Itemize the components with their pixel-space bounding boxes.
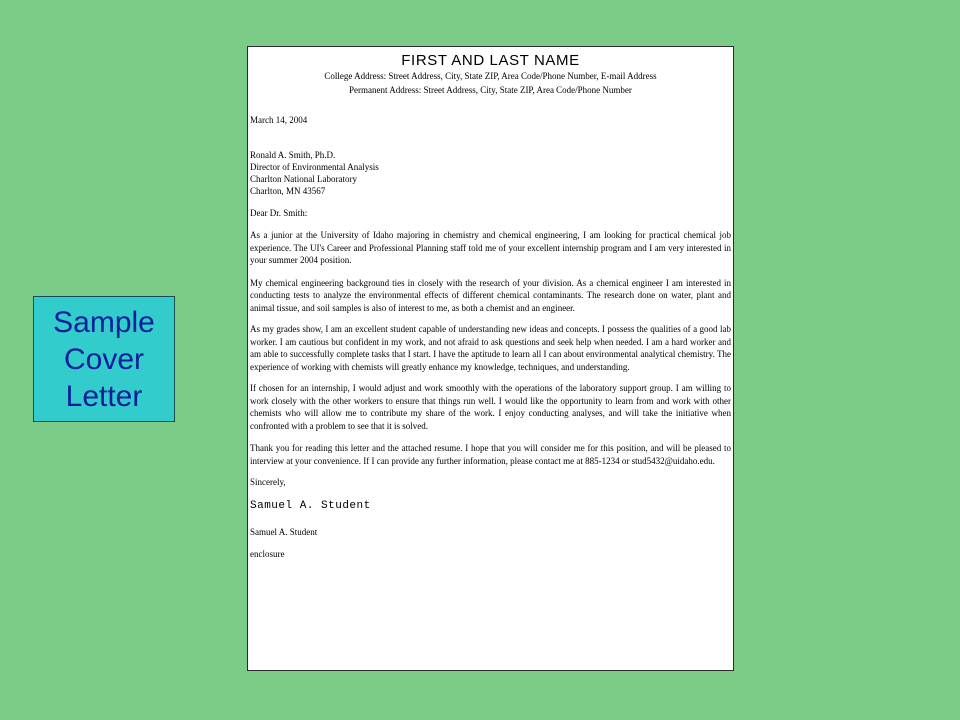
permanent-address: Permanent Address: Street Address, City, State ZIP, Area Code/Phone Number: [349, 85, 632, 95]
letter-header-name: FIRST AND LAST NAME: [401, 52, 580, 69]
enclosure-note: enclosure: [250, 549, 285, 559]
salutation: Dear Dr. Smith:: [250, 208, 308, 218]
closing: Sincerely,: [250, 477, 286, 487]
letter-date: March 14, 2004: [250, 115, 308, 125]
label-line-2: Cover: [63, 342, 145, 376]
sample-cover-letter-label: [33, 296, 175, 422]
cover-letter-page: [247, 46, 734, 671]
college-address: College Address: Street Address, City, State ZIP, Area Code/Phone Number, E-mail Address: [324, 71, 657, 81]
label-line-1: Sample: [53, 305, 155, 339]
body-paragraph: As a junior at the University of Idaho majoring in chemistry and chemical engineering, I am looking for practical chemical job experience. The UI's Career and Professional Planning staff told me of your excellent internship program and I am very interested in your summer 2004 position.: [250, 230, 731, 265]
recipient-block: [250, 149, 731, 197]
label-line-3: Letter: [65, 379, 143, 413]
body-paragraph: As my grades show, I am an excellent student capable of understanding new ideas and concepts. I possess the qualities of a good lab worker. I am cautious but confident in my work, and not afraid to ask questions and seek help when needed. I am a hard worker and am able to successfully complete tasks that I start. I have the aptitude to learn all I can about environmental analytical chemistry. The experience of working with chemists will greatly enhance my knowledge, techniques, and understanding.: [250, 324, 731, 372]
recipient-line: Charlton National Laboratory: [250, 174, 357, 184]
body-paragraph: Thank you for reading this letter and the attached resume. I hope that you will consider me for this position, and will be pleased to interview at your convenience. If I can provide any further information, please contact me at 885-1234 or stud5432@uidaho.edu.: [250, 443, 731, 466]
body-paragraph: My chemical engineering background ties in closely with the research of your division. As a chemical engineer I am interested in conducting tests to analyze the environmental effects of different chemical contaminants. The research done on water, plant and animal tissue, and soil samples is also of interest to me, as both a chemist and an engineer.: [250, 277, 731, 313]
body-paragraph: If chosen for an internship, I would adjust and work smoothly with the operations of the laboratory support group. I am willing to work closely with the other workers to ensure that things run well. I would like the opportunity to learn from and work with other chemists who will allow me to contribute my share of the work. I enjoy conducting analyses, and will take the initiative when confronted with a problem to see that it is solved.: [250, 383, 731, 431]
recipient-line: Director of Environmental Analysis: [250, 162, 379, 172]
printed-name: Samuel A. Student: [250, 527, 318, 537]
recipient-line: Ronald A. Smith, Ph.D.: [250, 150, 336, 160]
recipient-line: Charlton, MN 43567: [250, 186, 326, 196]
signature: Samuel A. Student: [250, 500, 371, 512]
